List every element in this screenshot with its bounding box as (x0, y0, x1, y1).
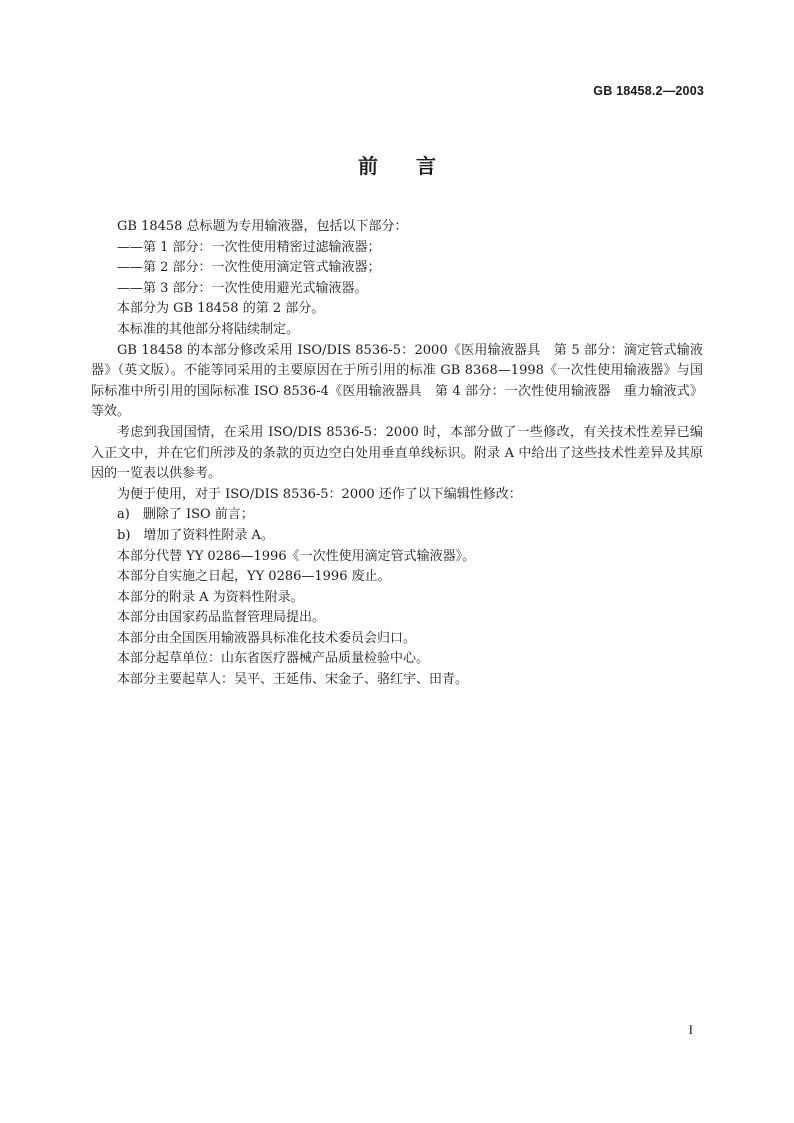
paragraph-modifications: 考虑到我国国情，在采用 ISO/DIS 8536-5：2000 时，本部分做了一些修改，有关技术性差异已编入正文中，并在它们所涉及的条款的页边空白处用垂直单线标识。附录 A 中给出了这些技术性差异及其原因的一览表以供参考。 (91, 424, 703, 482)
paragraph-centralized-by: 本部分由全国医用输液器具标准化技术委员会归口。 (117, 630, 417, 646)
paragraph-abolish: 本部分自实施之日起，YY 0286—1996 废止。 (117, 569, 391, 585)
page-number: I (688, 1022, 693, 1037)
list-item-editorial-b: b) 增加了资料性附录 A。 (117, 527, 274, 543)
paragraph-this-part: 本部分为 GB 18458 的第 2 部分。 (117, 301, 325, 317)
paragraph-series-intro: GB 18458 总标题为专用输液器，包括以下部分： (117, 219, 408, 234)
foreword-body (91, 217, 703, 691)
list-item-part-3: ——第 3 部分：一次性使用避光式输液器。 (117, 280, 368, 296)
page-title: 前言 (358, 154, 474, 178)
paragraph-adoption: GB 18458 的本部分修改采用 ISO/DIS 8536-5：2000《医用输液器具 第 5 部分：滴定管式输液器》（英文版）。不能等同采用的主要原因在于所引用的标准 GB 8368—1998《一次性使用输液器》与国际标准中所引用的国际标准 ISO 8536-4《医用输液器具 第 4 部分：一次性使用输液器 重力输液式》等效。 (91, 342, 703, 420)
list-item-editorial-a: a) 删除了 ISO 前言； (117, 507, 254, 523)
standard-code: GB 18458.2—2003 (593, 84, 704, 98)
paragraph-annex: 本部分的附录 A 为资料性附录。 (117, 589, 304, 605)
list-item-part-2: ——第 2 部分：一次性使用滴定管式输液器； (117, 260, 381, 276)
paragraph-drafting-unit: 本部分起草单位：山东省医疗器械产品质量检验中心。 (117, 651, 430, 667)
paragraph-drafters: 本部分主要起草人：吴平、王延伟、宋金子、骆红宇、田青。 (117, 672, 469, 688)
paragraph-editorial-intro: 为便于使用，对于 ISO/DIS 8536-5：2000 还作了以下编辑性修改： (117, 486, 522, 502)
paragraph-proposed-by: 本部分由国家药品监督管理局提出。 (117, 610, 326, 626)
paragraph-replaces: 本部分代替 YY 0286—1996《一次性使用滴定管式输液器》。 (117, 548, 476, 564)
list-item-part-1: ——第 1 部分：一次性使用精密过滤输液器； (117, 239, 381, 255)
paragraph-other-parts: 本标准的其他部分将陆续制定。 (117, 321, 300, 337)
